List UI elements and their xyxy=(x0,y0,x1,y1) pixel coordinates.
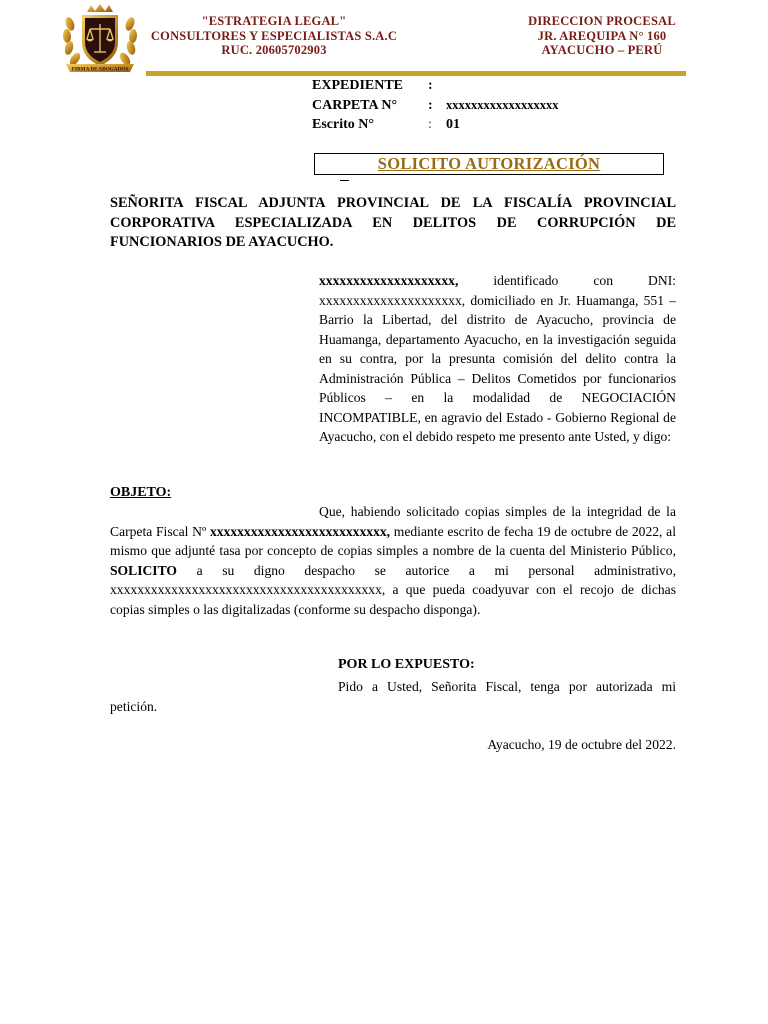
escrito-value: 01 xyxy=(446,117,460,132)
expediente-colon: : xyxy=(428,78,433,93)
objeto-text-3: a su digno despacho se autorice a mi personal administrativo, xxxxxxxxxxxxxxxxxxxxxxxxxxxxxxxxxxxxxxxx, a que pueda coadyuvar con el recojo de dichas copias simples o las digitalizadas (conforme su despacho disponga). xyxy=(110,562,676,617)
carpeta-colon: : xyxy=(428,97,433,113)
escrito-colon: : xyxy=(428,117,432,132)
carpeta-value: xxxxxxxxxxxxxxxxxx xyxy=(446,97,559,112)
firm-logo xyxy=(60,2,140,80)
carpeta-label: CARPETA N° xyxy=(312,97,398,113)
carpeta-number: xxxxxxxxxxxxxxxxxxxxxxxxxx, xyxy=(209,523,391,539)
date-line: Ayacucho, 19 de octubre del 2022. xyxy=(487,737,676,752)
address-city: AYACUCHO – PERÚ xyxy=(541,43,663,57)
carpeta-row xyxy=(312,96,559,116)
closing-request: Pido a Usted, Señorita Fiscal, tenga por autorizada mi petición. xyxy=(110,679,676,714)
case-metadata xyxy=(312,76,559,135)
firm-subtitle: CONSULTORES Y ESPECIALISTAS S.A.C xyxy=(150,28,398,43)
address-heading: DIRECCION PROCESAL xyxy=(528,14,676,28)
intro-paragraph xyxy=(319,271,676,447)
objeto-text-1: Que, habiendo solicitado copias simples de la integridad de la Carpeta Fiscal Nº xyxy=(110,504,676,539)
applicant-name: xxxxxxxxxxxxxxxxxxxx, xyxy=(319,273,459,288)
objeto-heading: OBJETO: xyxy=(110,485,172,500)
title-box xyxy=(314,153,664,175)
objeto-text-2: mediante escrito de fecha 19 de octubre de 2022, al mismo que adjunté tasa por concepto de copias simples a nombre de la cuenta del Ministerio Público, xyxy=(110,523,676,558)
intro-text: identificado con DNI: xxxxxxxxxxxxxxxxxxxxx, domiciliado en Jr. Huamanga, 551 – Barrio la Libertad, del distrito de Ayacucho, provincia de Huamanga, departamento Ayacucho, en la investigación seguida en su contra, por la presunta comisión del delito contra la Administración Pública – Delitos Cometidos por funcionarios Públicos – en la modalidad de NEGOCIACIÓN INCOMPATIBLE, en agravio del Estado - Gobierno Regional de Ayacucho, con el debido respeto me presento ante Usted, y digo: xyxy=(319,273,676,444)
stray-mark xyxy=(340,180,349,181)
firm-ruc: RUC. 20605702903 xyxy=(221,43,327,57)
expediente-row xyxy=(312,76,559,96)
firm-header xyxy=(140,14,408,58)
logo-ribbon-text: FIRMA DE ABOGADOS xyxy=(71,66,129,73)
escrito-row xyxy=(312,115,559,135)
objeto-paragraph xyxy=(110,502,676,619)
address-street: JR. AREQUIPA N° 160 xyxy=(537,28,667,43)
solicito-keyword: SOLICITO xyxy=(110,562,177,578)
closing-heading: POR LO EXPUESTO: xyxy=(338,657,475,672)
expediente-label: EXPEDIENTE xyxy=(312,78,404,93)
addressee: SEÑORITA FISCAL ADJUNTA PROVINCIAL DE LA FISCALÍA PROVINCIAL CORPORATIVA ESPECIALIZADA EN DELITOS DE CORRUPCIÓN DE FUNCIONARIOS DE AYACUCHO. xyxy=(110,195,676,250)
firm-name: "ESTRATEGIA LEGAL" xyxy=(201,14,347,28)
procedural-address xyxy=(512,14,692,58)
escrito-label: Escrito N° xyxy=(312,117,374,132)
document-title: SOLICITO AUTORIZACIÓN xyxy=(377,154,601,173)
